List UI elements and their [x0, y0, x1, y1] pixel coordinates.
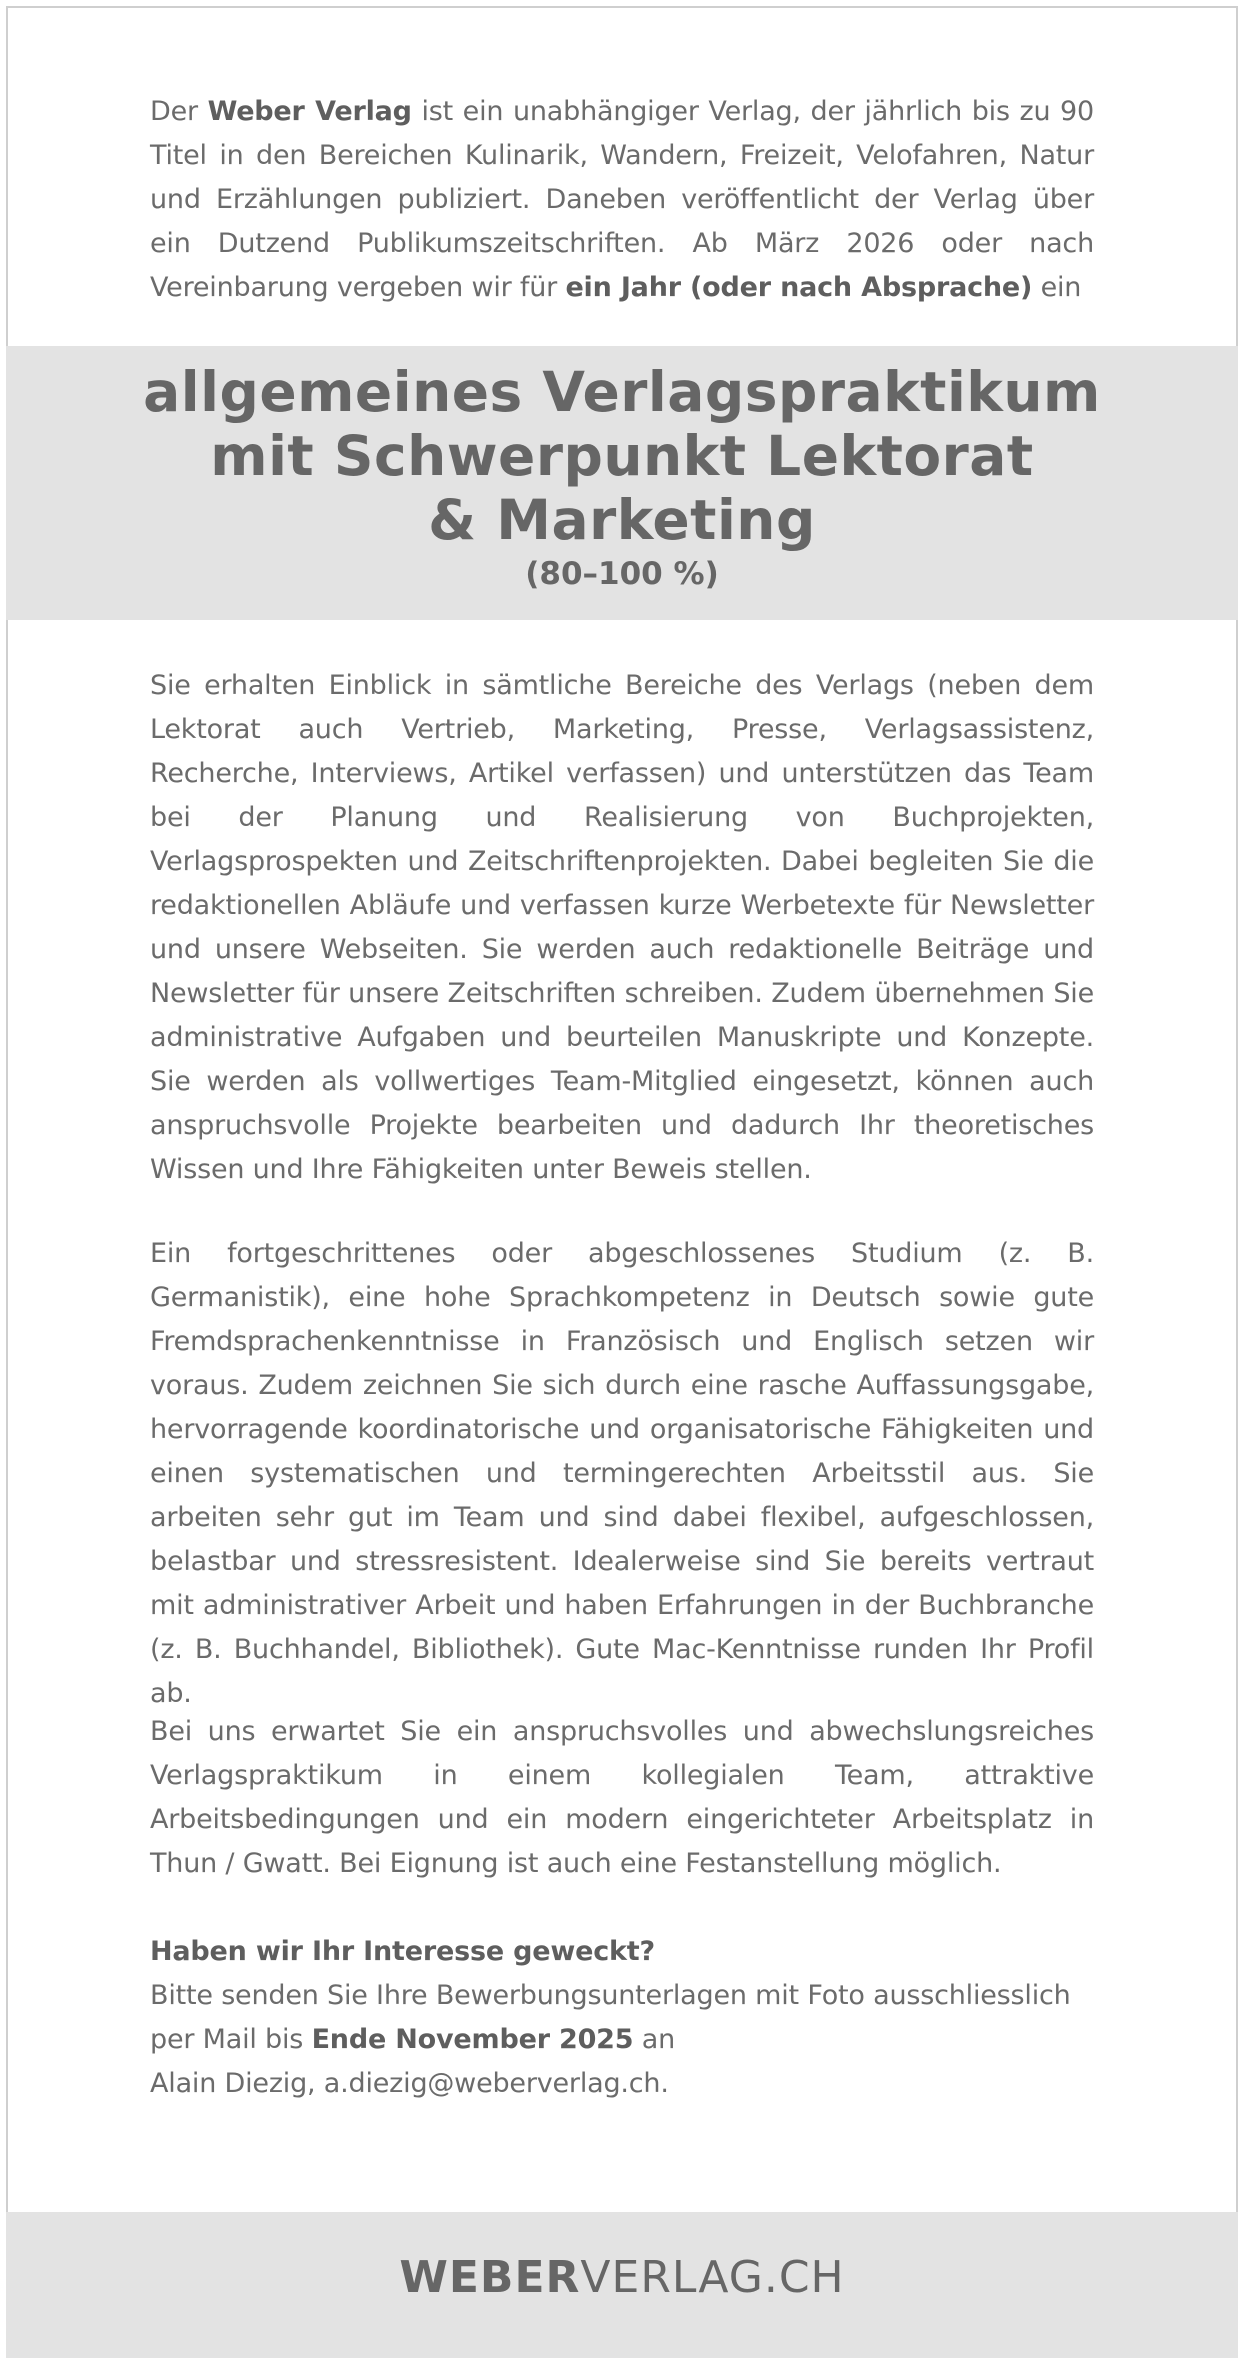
job-title-line-1: allgemeines Verlagspraktikum: [143, 360, 1101, 424]
publisher-logo[interactable]: [6, 2248, 1238, 2308]
requirements-paragraph: Ein fortgeschrittenes oder abgeschlossenes Studium (z. B. Germanistik), eine hohe Sprachkompetenz in Deutsch sowie gute Fremdsprachenkenntnisse in Französisch und Englisch setzen wir voraus. Zudem zeichnen Sie sich durch eine rasche Auffassungsgabe, hervorragende koordinatorische und organisatorische Fähigkeiten und einen systematischen und termingerechten Arbeitsstil aus. Sie arbeiten sehr gut im Team und sind dabei flexibel, aufgeschlossen, belastbar und stressresistent. Idealerweise sind Sie bereits vertraut mit administrativer Arbeit und haben Erfahrungen in der Buchbranche (z. B. Buchhandel, Bibliothek). Gute Mac-Kenntnisse runden Ihr Profil ab.: [150, 1238, 1094, 1709]
application-deadline: Ende November 2025: [311, 2024, 634, 2055]
job-title-line-3: & Marketing: [428, 488, 816, 552]
job-title-line-2: mit Schwerpunkt Lektorat: [210, 424, 1034, 488]
contact-instructions: [150, 1974, 1094, 2062]
contact-text-1: Bitte senden Sie Ihre Bewerbungsunterlagen mit Foto ausschliesslich per Mail bis: [150, 1980, 1071, 2055]
intro-text-1: Der: [150, 96, 208, 127]
internship-duration: ein Jahr (oder nach Absprache): [565, 272, 1033, 303]
offer-paragraph: Bei uns erwartet Sie ein anspruchsvolles und abwechslungsreiches Verlagspraktikum in einem kollegialen Team, attraktive Arbeitsbedingungen und ein modern eingerichteter Arbeitsplatz in Thun / Gwatt. Bei Eignung ist auch eine Festanstellung möglich.: [150, 1716, 1094, 1879]
publisher-name: Weber Verlag: [207, 96, 412, 127]
contact-person[interactable]: Alain Diezig, a.diezig@weberverlag.ch.: [150, 2068, 669, 2099]
tasks-paragraph: Sie erhalten Einblick in sämtliche Bereiche des Verlags (neben dem Lektorat auch Vertrieb, Marketing, Presse, Verlagsassistenz, Recherche, Interviews, Artikel verfassen) und unterstützen das Team bei der Planung und Realisierung von Buchprojekten, Verlagsprospekten und Zeitschriftenprojekten. Dabei begleiten Sie die redaktionellen Abläufe und verfassen kurze Werbetexte für Newsletter und unsere Webseiten. Sie werden auch redaktionelle Beiträge und Newsletter für unsere Zeitschriften schreiben. Zudem übernehmen Sie administrative Aufgaben und beurteilen Manuskripte und Konzepte. Sie werden als vollwertiges Team-Mitglied eingesetzt, können auch anspruchsvolle Projekte bearbeiten und dadurch Ihr theoretisches Wissen und Ihre Fähigkeiten unter Beweis stellen.: [150, 670, 1094, 1185]
logo-bold-part: WEBER: [399, 2252, 581, 2303]
contact-heading: Haben wir Ihr Interesse geweckt?: [150, 1936, 655, 1967]
workload: (80–100 %): [525, 556, 719, 592]
logo-light-part: VERLAG.CH: [580, 2252, 845, 2303]
contact-section: [150, 1930, 1094, 2106]
intro-paragraph: [150, 90, 1094, 310]
intro-text-2: ist ein unabhängiger Verlag, der jährlich bis zu 90 Titel in den Bereichen Kulinarik, Wandern, Freizeit, Velofahren, Natur und Erzählungen publiziert. Daneben veröffentlicht der Verlag über ein Dutzend Publikumszeitschriften. Ab März 2026 oder nach Vereinbarung vergeben wir für: [150, 96, 1094, 303]
footer-band: [6, 2212, 1238, 2358]
contact-text-2: an: [633, 2024, 676, 2055]
title-band: [6, 346, 1238, 620]
job-title: [6, 360, 1238, 552]
intro-text-3: ein: [1032, 272, 1082, 303]
